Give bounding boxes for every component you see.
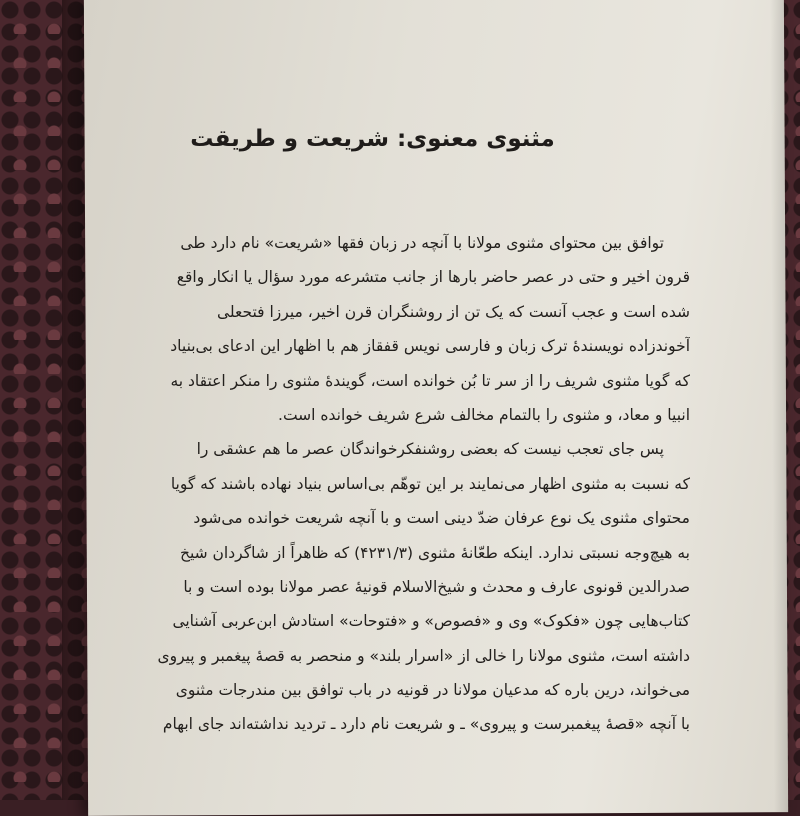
text-line: که گویا مثنوی شریف را از سر تا بُن خوانده است، گویندهٔ مثنوی را منکر اعتقاد به	[170, 371, 690, 390]
text-line: قرون اخیر و حتی در عصر حاضر بارها از جانب متشرعه مورد سؤال یا انکار واقع	[176, 268, 690, 287]
text-line: انبیا و معاد، و مثنوی را بالتمام مخالف شرع شریف خوانده است.	[278, 405, 690, 424]
text-line: آخوندزاده نویسندهٔ ترک زبان و فارسی نویس قفقاز هم با اظهار این ادعای بی‌بنیاد	[170, 337, 690, 356]
text-line: که نسبت به مثنوی اظهار می‌نمایند بر این توهّم بی‌اساس بنیاد نهاده باشند که گویا	[170, 474, 690, 493]
text-line: به هیچ‌وجه نسبتی ندارد. اینکه طعّانهٔ مثنوی (۴۲۳۱/۳) که ظاهراً از شاگردان شیخ	[179, 543, 690, 562]
chapter-title: مثنوی معنوی: شریعت و طریقت	[190, 126, 555, 152]
text-line: کتاب‌هایی چون «فکوک» وی و «فصوص» و «فتوحات» استادش ابن‌عربی آشنایی	[172, 612, 690, 631]
text-line: شده است و عجب آنست که یک تن از روشنگران قرن اخیر، میرزا فتحعلی	[216, 302, 690, 321]
text-line: صدرالدین قونوی عارف و محدث و شیخ‌الاسلام قونیهٔ عصر مولانا بوده است و با	[183, 577, 690, 596]
text-line: می‌خواند، درین باره که مدعیان مولانا در قونیه در باب توافق بین مندرجات مثنوی	[175, 681, 690, 700]
text-line: داشته است، مثنوی مولانا را خالی از «اسرار بلند» و منحصر به قصهٔ پیغمبر و پیروی	[157, 646, 690, 665]
text-line: محتوای مثنوی یک نوع عرفان ضدّ دینی است و با آنچه شریعت خوانده می‌شود	[193, 509, 690, 528]
text-line: توافق بین محتوای مثنوی مولانا با آنچه در زبان فقها «شریعت» نام دارد طی	[180, 234, 664, 252]
text-line: پس جای تعجب نیست که بعضی روشنفکرخواندگان عصر ما هم عشقی را	[196, 440, 664, 459]
text-line: با آنچه «قصهٔ پیغمبرست و پیروی» ـ و شریعت نام دارد ـ تردید نداشته‌اند جای ابهام	[162, 715, 690, 734]
body-text	[155, 226, 690, 742]
